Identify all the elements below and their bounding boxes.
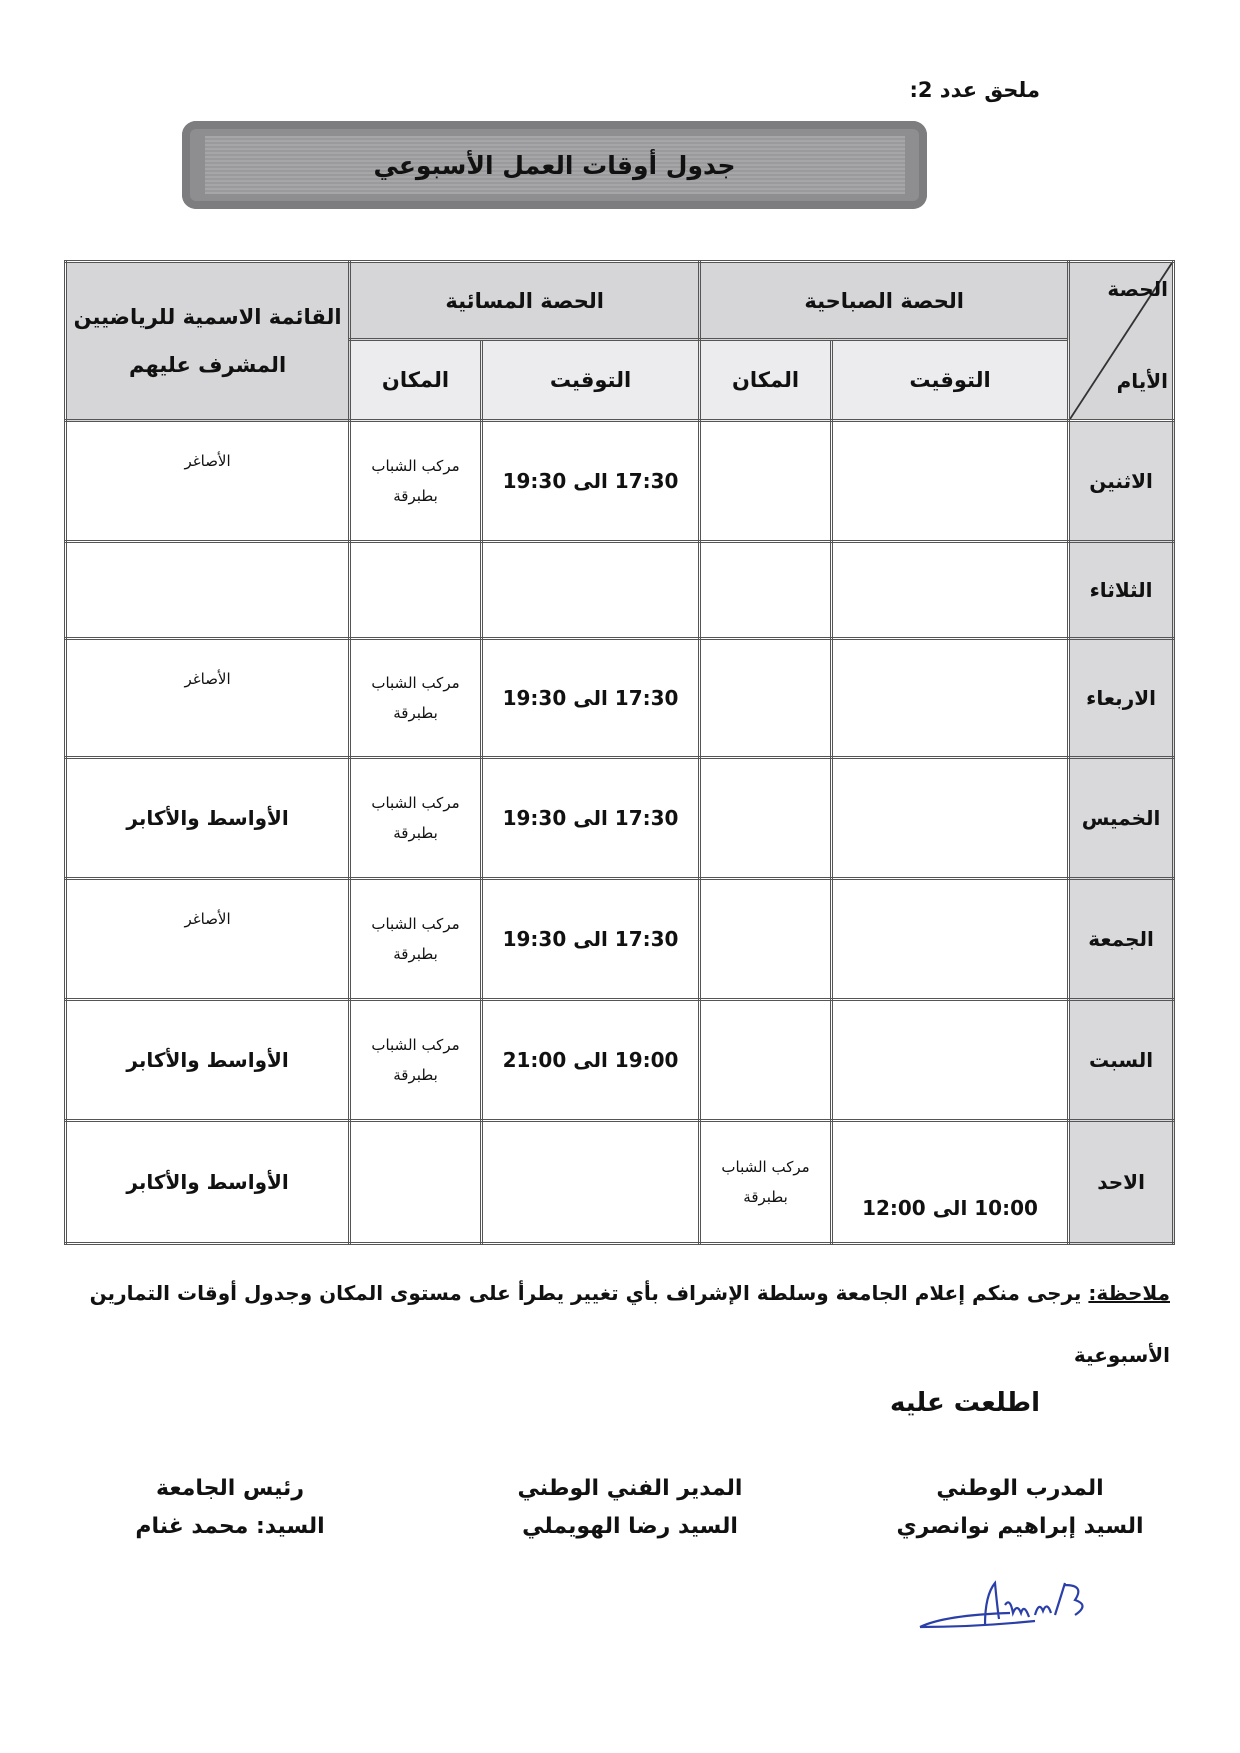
morning-place-cell	[700, 421, 832, 542]
signatory-role: المدرب الوطني	[936, 1476, 1104, 1501]
day-cell: الثلاثاء	[1069, 542, 1174, 639]
signature-image	[915, 1575, 1125, 1635]
day-cell: الجمعة	[1069, 879, 1174, 1000]
note-label: ملاحظة:	[1088, 1281, 1170, 1305]
note	[70, 1262, 1170, 1386]
signatory-coach	[870, 1470, 1170, 1546]
corner-header	[1069, 262, 1174, 421]
evening-time-cell	[481, 542, 699, 639]
table-row	[66, 639, 1174, 758]
evening-time-cell: 17:30 الى 19:30	[481, 879, 699, 1000]
list-header: القائمة الاسمية للرياضيين المشرف عليهم	[66, 262, 350, 421]
athletes-list-cell: الأصاغر	[66, 879, 350, 1000]
evening-place-cell: مركب الشباب بطبرقة	[350, 639, 482, 758]
athletes-list-cell: الأصاغر	[66, 421, 350, 542]
morning-time-cell	[831, 879, 1068, 1000]
morning-time-cell	[831, 639, 1068, 758]
evening-header: الحصة المسائية	[350, 262, 700, 340]
athletes-list-cell: الأواسط والأكابر	[66, 1121, 350, 1244]
morning-place-cell	[700, 542, 832, 639]
morning-place-cell: مركب الشباب بطبرقة	[700, 1121, 832, 1244]
evening-place-cell: مركب الشباب بطبرقة	[350, 758, 482, 879]
evening-time-cell: 17:30 الى 19:30	[481, 758, 699, 879]
table-row	[66, 1000, 1174, 1121]
table-row	[66, 542, 1174, 639]
evening-time-cell: 17:30 الى 19:30	[481, 421, 699, 542]
evening-time-header: التوقيت	[481, 340, 699, 421]
evening-place-cell	[350, 542, 482, 639]
day-cell: الخميس	[1069, 758, 1174, 879]
morning-time-cell	[831, 542, 1068, 639]
evening-place-cell: مركب الشباب بطبرقة	[350, 421, 482, 542]
signatory-name: السيد رضا الهويملي	[522, 1514, 738, 1539]
signatory-president	[100, 1470, 360, 1546]
morning-place-cell	[700, 879, 832, 1000]
note-text: يرجى منكم إعلام الجامعة وسلطة الإشراف بأي تغيير يطرأ على مستوى المكان وجدول أوقات التمارين الأسبوعية	[89, 1281, 1170, 1367]
morning-time-header: التوقيت	[831, 340, 1068, 421]
evening-time-cell: 17:30 الى 19:30	[481, 639, 699, 758]
table-row	[66, 879, 1174, 1000]
title-banner	[182, 121, 927, 209]
day-cell: الاربعاء	[1069, 639, 1174, 758]
weekly-schedule-table	[64, 260, 1175, 1245]
signatory-role: رئيس الجامعة	[156, 1476, 304, 1501]
acknowledgement: اطلعت عليه	[889, 1388, 1040, 1418]
evening-place-cell	[350, 1121, 482, 1244]
signatory-technical-director	[480, 1470, 780, 1546]
athletes-list-cell: الأواسط والأكابر	[66, 758, 350, 879]
evening-place-cell: مركب الشباب بطبرقة	[350, 1000, 482, 1121]
evening-time-cell: 19:00 الى 21:00	[481, 1000, 699, 1121]
athletes-list-cell: الأصاغر	[66, 639, 350, 758]
table-row	[66, 1121, 1174, 1244]
annex-label: ملحق عدد 2:	[909, 78, 1040, 102]
morning-time-cell	[831, 758, 1068, 879]
morning-place-cell	[700, 758, 832, 879]
day-cell: الاثنين	[1069, 421, 1174, 542]
table-row	[66, 421, 1174, 542]
document-title: جدول أوقات العمل الأسبوعي	[205, 136, 905, 194]
morning-time-cell: 10:00 الى 12:00	[831, 1121, 1068, 1244]
morning-place-header: المكان	[700, 340, 832, 421]
corner-top: الحصة	[1107, 277, 1168, 301]
athletes-list-cell: الأواسط والأكابر	[66, 1000, 350, 1121]
evening-time-cell	[481, 1121, 699, 1244]
morning-place-cell	[700, 639, 832, 758]
corner-bottom: الأيام	[1116, 369, 1168, 393]
signatory-name: السيد إبراهيم نوانصري	[896, 1514, 1144, 1539]
morning-time-cell	[831, 1000, 1068, 1121]
morning-place-cell	[700, 1000, 832, 1121]
evening-place-cell: مركب الشباب بطبرقة	[350, 879, 482, 1000]
athletes-list-cell	[66, 542, 350, 639]
evening-place-header: المكان	[350, 340, 482, 421]
signatory-role: المدير الفني الوطني	[517, 1476, 743, 1501]
day-cell: السبت	[1069, 1000, 1174, 1121]
morning-time-cell	[831, 421, 1068, 542]
day-cell: الاحد	[1069, 1121, 1174, 1244]
signatory-name: السيد: محمد غنام	[135, 1514, 325, 1539]
morning-header: الحصة الصباحية	[700, 262, 1069, 340]
table-row	[66, 758, 1174, 879]
